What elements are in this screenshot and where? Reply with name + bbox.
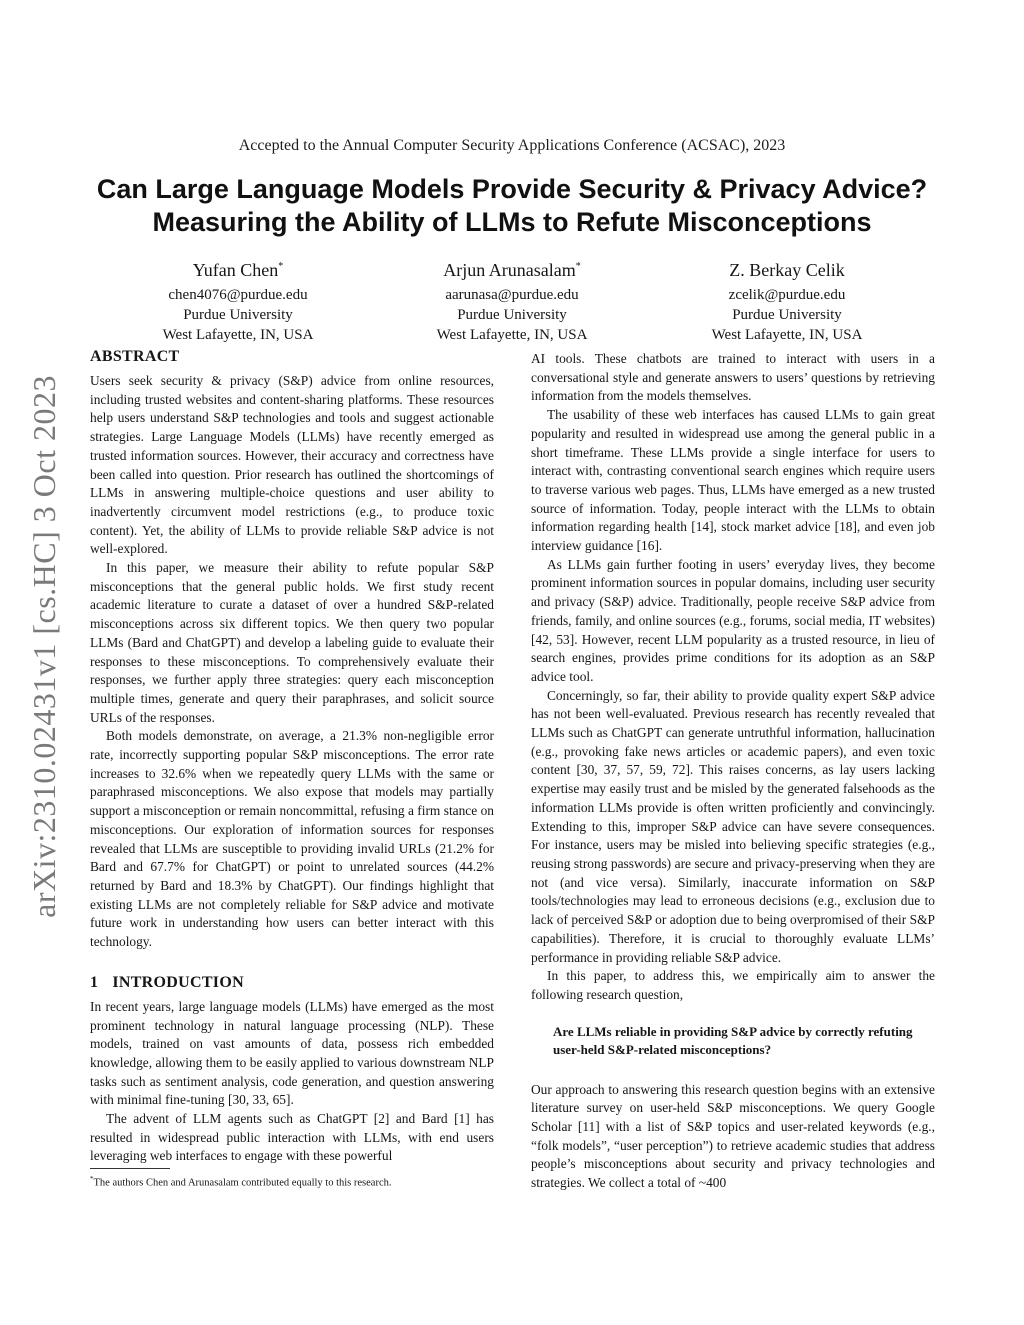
author-block xyxy=(382,256,642,345)
author-email[interactable]: zcelik@purdue.edu xyxy=(728,287,846,303)
intro-paragraph: As LLMs gain further footing in users’ everyday lives, they become prominent information sources in popular domains, including user security and privacy (S&P) advice. Traditionally, people receive S&P advice from friends, family, and online sources (e.g., forums, social media, IT websites) [42, 53]. However, recent LLM popularity as a trusted resource, in lieu of search engines, provides prime conditions for its adoption as an S&P advice tool. xyxy=(531,556,935,684)
title-line-1: Can Large Language Models Provide Security & Privacy Advice? xyxy=(96,174,928,204)
author-affiliation: Purdue University xyxy=(457,307,567,323)
abstract-paragraph: In this paper, we measure their ability to refute popular S&P misconceptions that the general public holds. We first study recent academic literature to curate a dataset of over a hundred S&P-related misconceptions across six different topics. We then query two popular LLMs (Bard and ChatGPT) and develop a labeling guide to evaluate their responses to these misconceptions. To comprehensively evaluate their responses, we further apply three strategies: query each misconception multiple times, generate and query their paraphrases, and solicit source URLs of the responses. xyxy=(90,560,494,725)
intro-paragraph: Our approach to answering this research question begins with an extensive literature survey on user-held S&P misconceptions. We query Google Scholar [11] with a list of S&P topics and user-related keywords (e.g., “folk models”, “user perception”) to retrieve academic studies that address people’s misconceptions about security and privacy technologies and strategies. We collect a total of ~400 xyxy=(531,1081,935,1191)
equal-contribution-mark: * xyxy=(575,261,581,272)
author-name: Z. Berkay Celik xyxy=(729,260,845,280)
author-email[interactable]: aarunasa@purdue.edu xyxy=(445,287,579,303)
intro-paragraph: The advent of LLM agents such as ChatGPT [2] and Bard [1] has resulted in widespread public interaction with LLMs, with end users leveraging web interfaces to engage with these powerful xyxy=(90,1111,494,1164)
author-affiliation: Purdue University xyxy=(732,307,842,323)
footnote-rule xyxy=(90,1168,170,1169)
arxiv-identifier: arXiv:2310.02431v1 [cs.HC] 3 Oct 2023 xyxy=(26,375,62,918)
abstract-paragraph: Both models demonstrate, on average, a 21.3% non-negligible error rate, incorrectly supporting popular S&P misconceptions. The error rate increases to 32.6% when we repeatedly query LLMs with the same or paraphrased misconceptions. We also expose that models may partially support a misconception or remain noncommittal, refusing a firm stance on misconceptions. Our exploration of information sources for responses revealed that LLMs are susceptible to providing invalid URLs (21.2% for Bard and 67.7% for ChatGPT) or point to unrelated sources (44.2% returned by Bard and 18.3% by ChatGPT). Our findings highlight that existing LLMs are not completely reliable for S&P advice and motivate future work in understanding how users can better interact with this technology. xyxy=(90,728,494,950)
introduction-heading xyxy=(90,972,494,994)
title-line-2: Measuring the Ability of LLMs to Refute Misconceptions xyxy=(152,207,872,237)
author-affiliation: Purdue University xyxy=(183,307,293,323)
footnote-text: The authors Chen and Arunasalam contributed equally to this research. xyxy=(93,1177,392,1189)
right-column xyxy=(531,350,935,1193)
footnote-mark: * xyxy=(90,1175,94,1183)
paper-title xyxy=(60,173,964,239)
left-column xyxy=(90,346,494,1166)
author-name: Arjun Arunasalam* xyxy=(443,260,581,280)
author-location: West Lafayette, IN, USA xyxy=(436,327,588,343)
section-number: 1 xyxy=(90,973,99,991)
venue-line: Accepted to the Annual Computer Security Applications Conference (ACSAC), 2023 xyxy=(238,137,786,154)
intro-paragraph: AI tools. These chatbots are trained to interact with users in a conversational style and generate answers to users’ questions by retrieving information from the models themselves. xyxy=(531,351,935,404)
intro-paragraph: In recent years, large language models (LLMs) have emerged as the most prominent technology in natural language processing (NLP). These models, trained on vast amounts of data, possess rich embedded knowledge, allowing them to be easily applied to various downstream NLP tasks such as sentiment analysis, code generation, and question answering with minimal fine-tuning [30, 33, 65]. xyxy=(90,998,494,1108)
footnote xyxy=(90,1173,510,1190)
intro-paragraph: In this paper, to address this, we empirically aim to answer the following research question, xyxy=(531,968,935,1002)
author-location: West Lafayette, IN, USA xyxy=(711,327,863,343)
intro-paragraph: The usability of these web interfaces has caused LLMs to gain great popularity and resulted in widespread use among the general public in a short timeframe. These LLMs provide a single interface for users to interact with, contrasting conventional search engines which require users to traverse various web pages. Thus, LLMs have emerged as a new trusted source of information. Today, people interact with the LLMs to obtain information regarding health [14], stock market advice [18], and even job interview guidance [16]. xyxy=(531,407,935,554)
author-name: Yufan Chen* xyxy=(192,260,284,280)
section-title: INTRODUCTION xyxy=(112,973,244,991)
equal-contribution-mark: * xyxy=(278,261,284,272)
author-location: West Lafayette, IN, USA xyxy=(162,327,314,343)
author-email[interactable]: chen4076@purdue.edu xyxy=(168,287,308,303)
intro-paragraph: Concerningly, so far, their ability to provide quality expert S&P advice has not been well-evaluated. Previous research has recently revealed that LLMs such as ChatGPT can generate untruthful information, hallucination (e.g., provoking fake news articles or academic papers), and even toxic content [30, 37, 57, 59, 72]. This raises concerns, as lay users lacking expertise may easily trust and be misled by the generated falsehoods as the information LLMs provide is often written proficiently and convincingly. Extending to this, improper S&P advice can have severe consequences. For instance, users may be misled into believing specific strategies (e.g., reusing strong passwords) are secure and privacy-preserving when they are not (and vice versa). Similarly, inaccurate information on S&P tools/technologies may lead to erroneous decisions (e.g., exclusion due to lack of perceived S&P or adoption due to being overpromised of their S&P capabilities). Therefore, it is crucial to thoroughly evaluate LLMs’ performance in providing reliable S&P advice. xyxy=(531,687,935,965)
abstract-heading: ABSTRACT xyxy=(90,348,180,365)
author-block xyxy=(108,256,368,345)
author-block xyxy=(657,256,917,345)
abstract-paragraph: Users seek security & privacy (S&P) advice from online resources, including trusted websites and content-sharing platforms. These resources help users understand S&P technologies and tools and suggest actionable strategies. Large Language Models (LLMs) have recently emerged as trusted information sources. However, their accuracy and correctness have been called into question. Prior research has outlined the shortcomings of LLMs in answering multiple-choice questions and user ability to inadvertently circumvent model restrictions (e.g., to produce toxic content). Yet, the ability of LLMs to provide reliable S&P advice is not well-explored. xyxy=(90,373,494,557)
research-question: Are LLMs reliable in providing S&P advice by correctly refuting user-held S&P-related misconceptions? xyxy=(553,1023,913,1057)
